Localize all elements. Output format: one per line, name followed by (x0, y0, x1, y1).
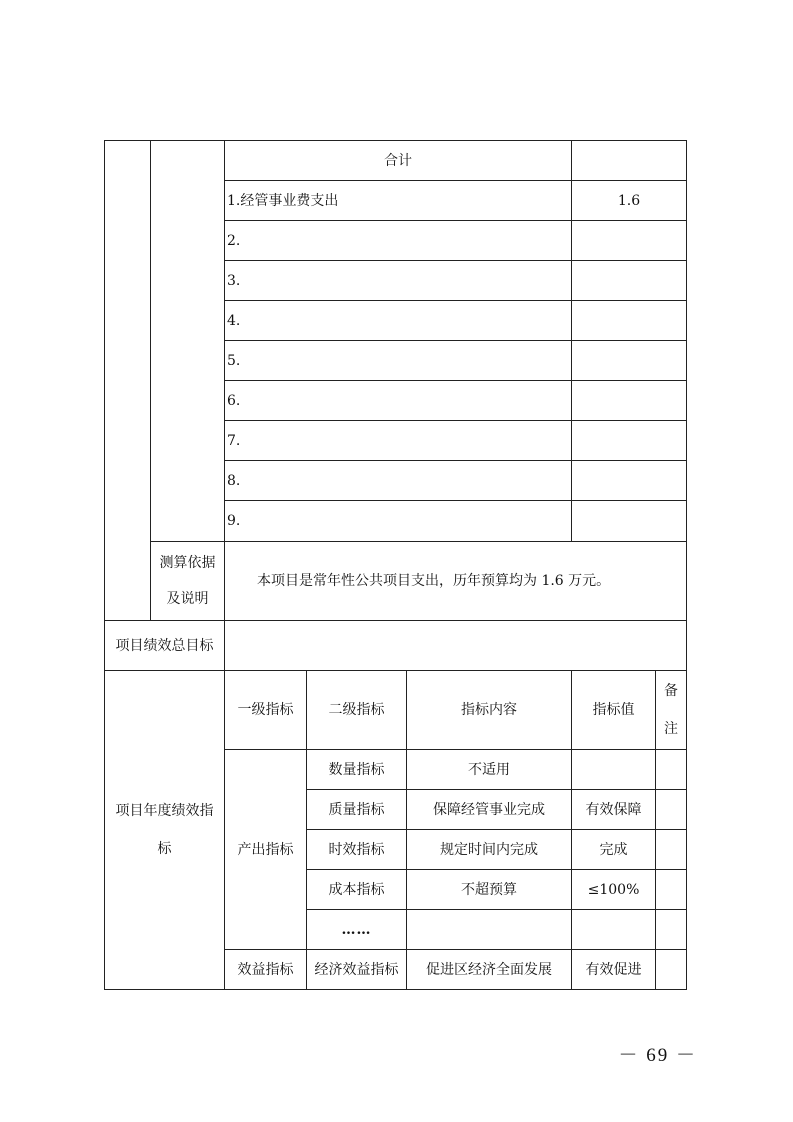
page-number: － 69 － (618, 1045, 697, 1066)
expense-amount (572, 421, 687, 461)
indicator-level2: 经济效益指标 (307, 950, 407, 990)
indicator-value: ≤100% (572, 870, 656, 910)
header-level1: 一级指标 (225, 671, 307, 750)
expense-item: 3. (225, 261, 572, 301)
total-amount (572, 141, 687, 181)
basis-label-line2: 及说明 (166, 591, 209, 607)
expense-amount (572, 301, 687, 341)
header-remark-line2: 注 (664, 721, 679, 737)
expense-item: 1.经管事业费支出 (225, 181, 572, 221)
header-value: 指标值 (572, 671, 656, 750)
indicators-label-line1: 项目年度绩效指 (115, 803, 214, 819)
indicator-level2-ellipsis: …… (307, 910, 407, 950)
expense-amount (572, 221, 687, 261)
indicator-value: 完成 (572, 830, 656, 870)
performance-goal-value (225, 621, 687, 671)
indicator-content: 不适用 (407, 750, 572, 790)
expense-item: 9. (225, 501, 572, 542)
basis-label (151, 542, 225, 621)
budget-table (104, 140, 687, 990)
indicator-content: 保障经管事业完成 (407, 790, 572, 830)
indicator-remark (656, 830, 687, 870)
header-remark (656, 671, 687, 750)
header-level2: 二级指标 (307, 671, 407, 750)
indicator-content: 不超预算 (407, 870, 572, 910)
expense-amount (572, 341, 687, 381)
expense-item: 4. (225, 301, 572, 341)
expense-amount (572, 461, 687, 501)
expense-item: 6. (225, 381, 572, 421)
basis-text: 本项目是常年性公共项目支出，历年预算均为 1.6 万元。 (225, 542, 687, 621)
indicator-level2: 时效指标 (307, 830, 407, 870)
benefit-group-label: 效益指标 (225, 950, 307, 990)
indicator-level2: 成本指标 (307, 870, 407, 910)
performance-goal-label: 项目绩效总目标 (105, 621, 225, 671)
expense-amount (572, 261, 687, 301)
indicators-label-line2: 标 (157, 841, 172, 857)
indicator-content (407, 910, 572, 950)
indicator-remark (656, 910, 687, 950)
indicator-value: 有效保障 (572, 790, 656, 830)
indicator-level2: 数量指标 (307, 750, 407, 790)
expense-item: 8. (225, 461, 572, 501)
indicator-value: 有效促进 (572, 950, 656, 990)
indicator-content: 促进区经济全面发展 (407, 950, 572, 990)
expense-amount: 1.6 (572, 181, 687, 221)
indicator-remark (656, 750, 687, 790)
expense-item: 2. (225, 221, 572, 261)
outer-blank-cell (105, 141, 151, 621)
output-group-label: 产出指标 (225, 750, 307, 950)
header-remark-line1: 备 (664, 683, 679, 699)
basis-label-line1: 测算依据 (159, 555, 216, 571)
header-content: 指标内容 (407, 671, 572, 750)
indicator-value (572, 910, 656, 950)
indicator-value (572, 750, 656, 790)
inner-blank-cell (151, 141, 225, 542)
indicator-level2: 质量指标 (307, 790, 407, 830)
expense-item: 5. (225, 341, 572, 381)
indicators-section-label (105, 671, 225, 990)
indicator-remark (656, 790, 687, 830)
expense-amount (572, 501, 687, 542)
indicator-remark (656, 870, 687, 910)
expense-item: 7. (225, 421, 572, 461)
indicator-content: 规定时间内完成 (407, 830, 572, 870)
expense-amount (572, 381, 687, 421)
indicator-remark (656, 950, 687, 990)
total-label: 合计 (225, 141, 572, 181)
